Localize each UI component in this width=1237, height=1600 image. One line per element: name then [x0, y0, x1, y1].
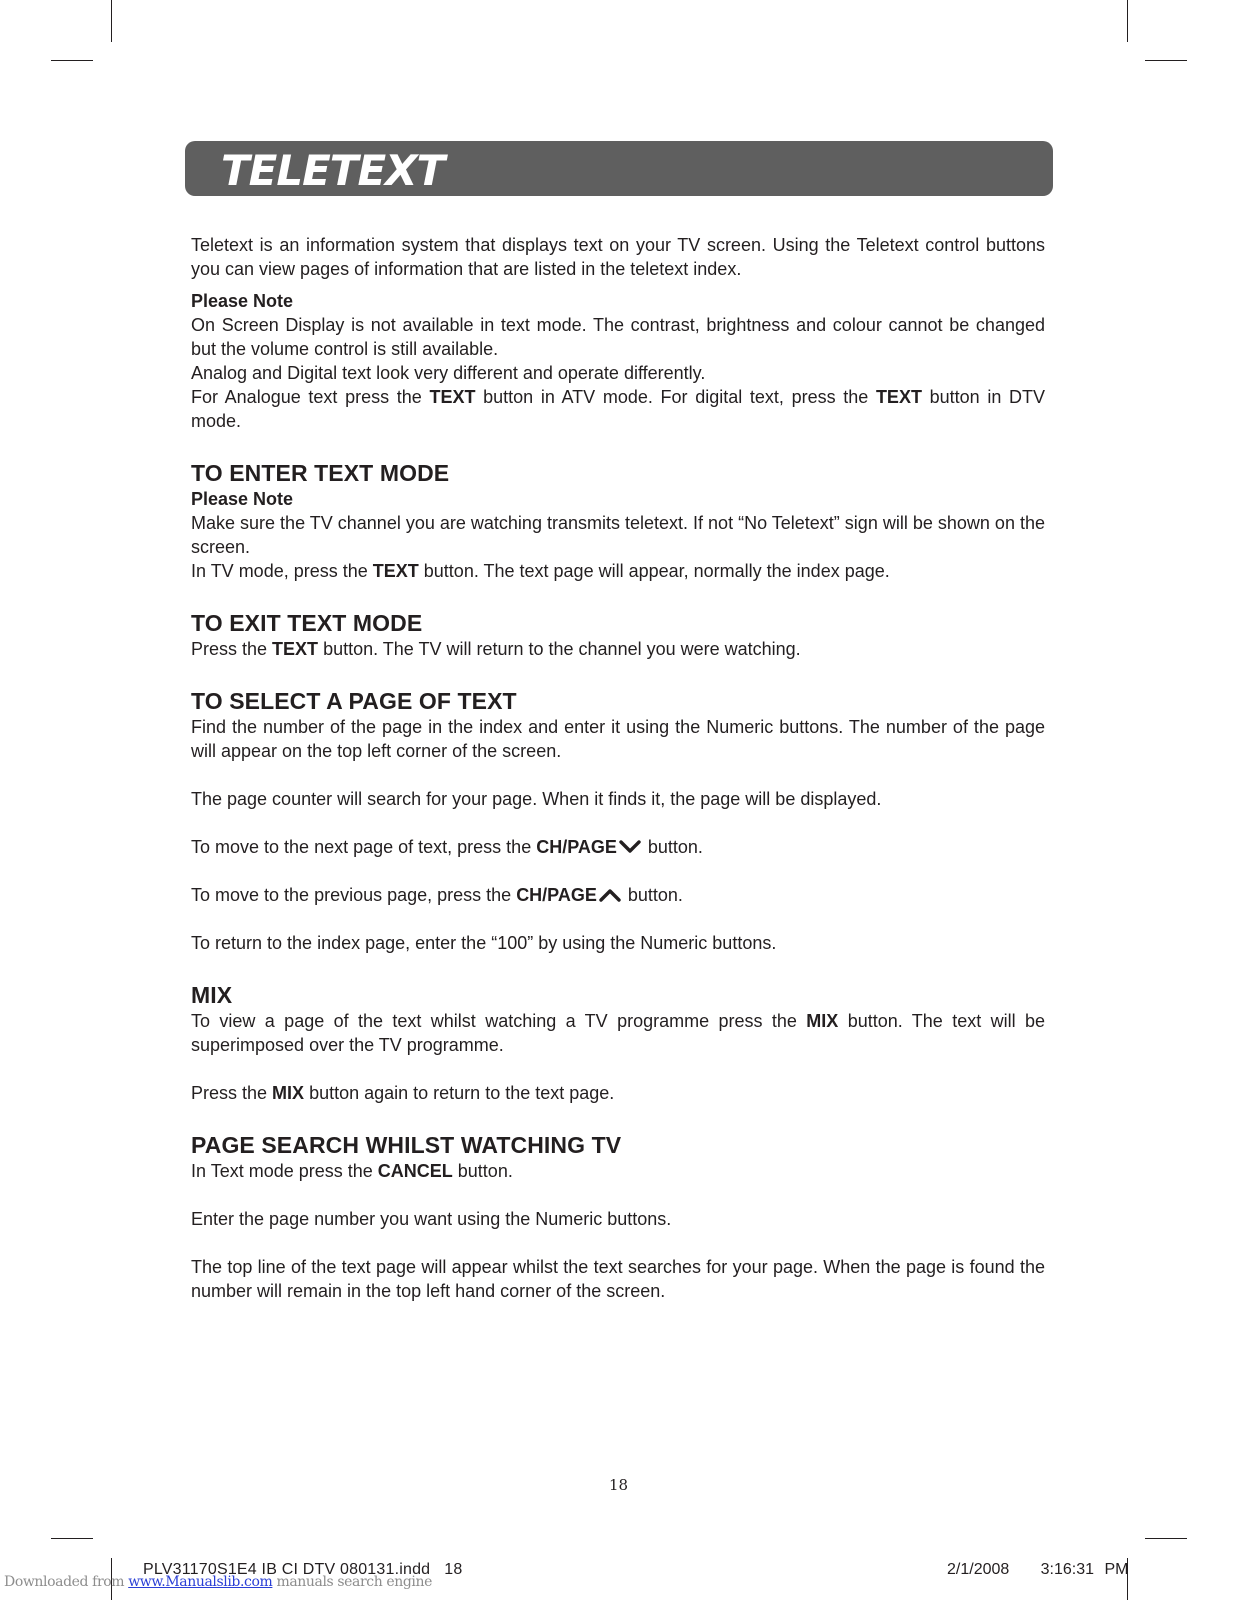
crop-mark — [51, 1538, 93, 1539]
section-heading-page-search: PAGE SEARCH WHILST WATCHING TV — [191, 1132, 622, 1158]
crop-mark — [111, 0, 112, 42]
mix-paragraph: To view a page of the text whilst watching a TV programme press the MIX button. The text will be superimposed over the TV programme. — [191, 1011, 1045, 1055]
mix-paragraph: Press the MIX button again to return to the text page. — [191, 1083, 615, 1103]
search-paragraph: The top line of the text page will appear whilst the text searches for your page. When the page is found the number will remain in the top left hand corner of the screen. — [191, 1257, 1045, 1301]
chevron-down-icon — [619, 840, 641, 854]
crop-mark — [51, 60, 93, 61]
select-paragraph: To move to the previous page, press the CH/PAGE button. — [191, 885, 683, 905]
title-banner — [185, 141, 1053, 196]
chevron-up-icon — [599, 888, 621, 902]
document-body — [191, 233, 1045, 1303]
crop-mark — [1145, 1538, 1187, 1539]
enter-paragraph: Make sure the TV channel you are watching transmits teletext. If not “No Teletext” sign will be shown on the screen. — [191, 513, 1045, 557]
note-label: Please Note — [191, 291, 294, 311]
note-label: Please Note — [191, 489, 294, 509]
intro-paragraph: Teletext is an information system that displays text on your TV screen. Using the Teletext control buttons you can view pages of information that are listed in the teletext index. — [191, 235, 1045, 279]
section-heading-enter: TO ENTER TEXT MODE — [191, 460, 450, 486]
select-paragraph: The page counter will search for your page. When it finds it, the page will be displayed. — [191, 789, 882, 809]
search-paragraph: In Text mode press the CANCEL button. — [191, 1161, 513, 1181]
search-paragraph: Enter the page number you want using the Numeric buttons. — [191, 1209, 672, 1229]
print-slug-datetime: 2/1/2008 3:16:31 PM — [947, 1561, 1129, 1578]
select-paragraph: To move to the next page of text, press the CH/PAGE button. — [191, 837, 703, 857]
intro-note-paragraph: On Screen Display is not available in text mode. The contrast, brightness and colour cannot be changed but the volume control is still available. — [191, 315, 1045, 359]
section-heading-exit: TO EXIT TEXT MODE — [191, 610, 423, 636]
download-watermark: Downloaded from www.Manualslib.com manuals search engine — [4, 1574, 433, 1590]
exit-paragraph: Press the TEXT button. The TV will return to the channel you were watching. — [191, 639, 801, 659]
select-paragraph: Find the number of the page in the index and enter it using the Numeric buttons. The number of the page will appear on the top left corner of the screen. — [191, 717, 1045, 761]
intro-note-paragraph: Analog and Digital text look very different and operate differently. — [191, 363, 706, 383]
section-heading-select: TO SELECT A PAGE OF TEXT — [191, 688, 517, 714]
page-number: 18 — [608, 1476, 629, 1494]
section-heading-mix: MIX — [191, 982, 233, 1008]
watermark-link[interactable]: www.Manualslib.com — [128, 1574, 273, 1590]
intro-note-paragraph: For Analogue text press the TEXT button in ATV mode. For digital text, press the TEXT button in DTV mode. — [191, 387, 1045, 431]
enter-paragraph: In TV mode, press the TEXT button. The text page will appear, normally the index page. — [191, 561, 890, 581]
crop-mark — [1127, 0, 1128, 42]
print-slug-file: PLV31170S1E4 IB CI DTV 080131.indd 18 — [143, 1561, 463, 1578]
page-title: TELETEXT — [221, 146, 445, 195]
select-paragraph: To return to the index page, enter the “100” by using the Numeric buttons. — [191, 933, 777, 953]
crop-mark — [1145, 60, 1187, 61]
